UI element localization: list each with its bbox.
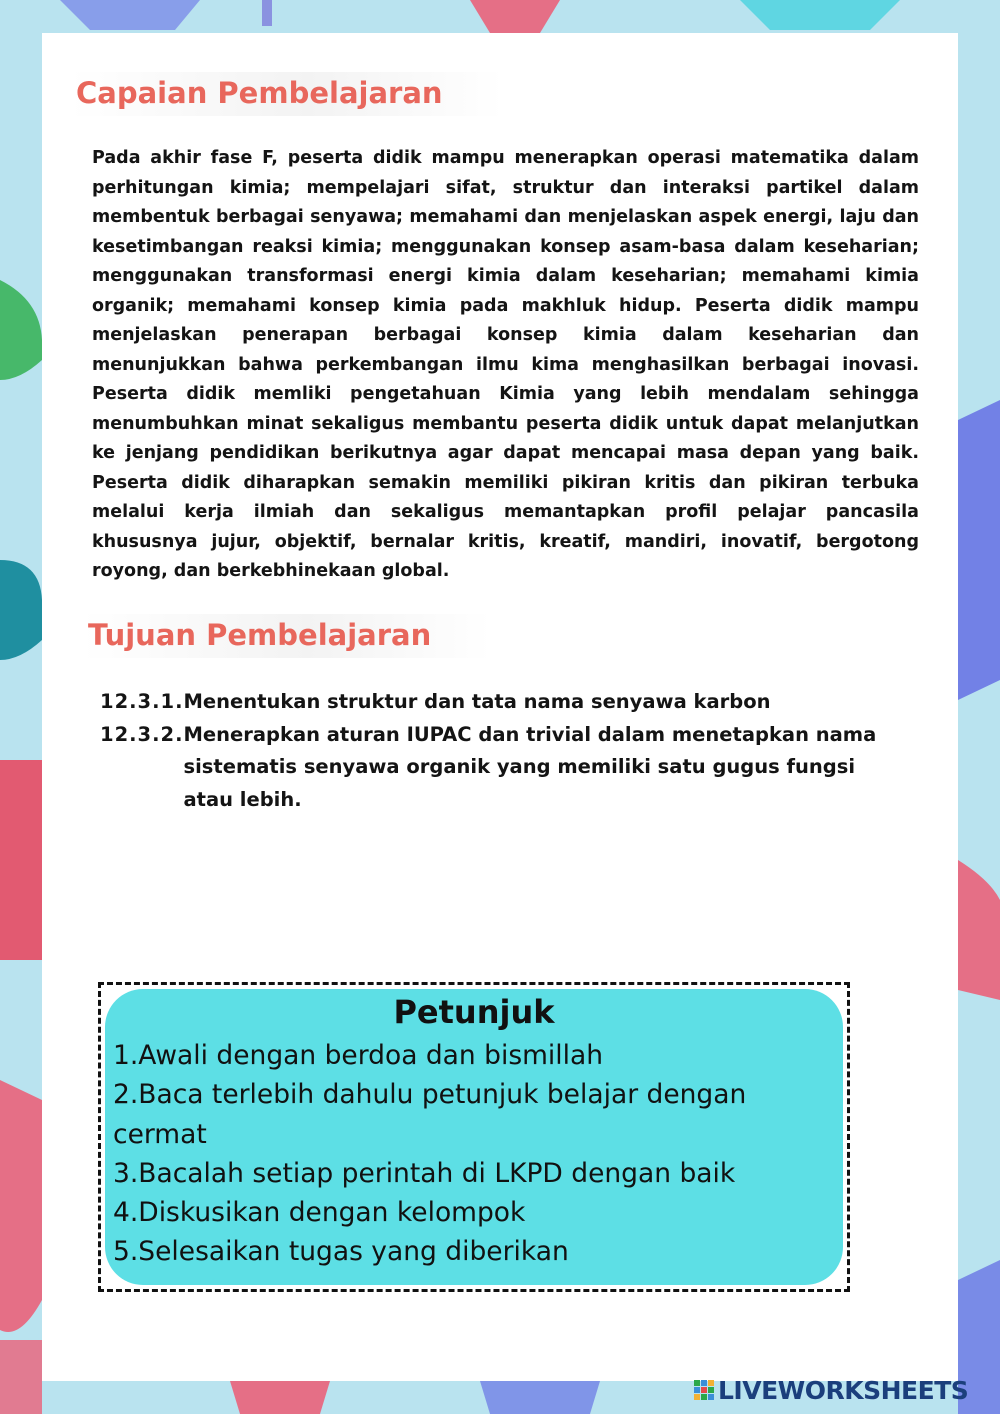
petunjuk-item: 3.Bacalah setiap perintah di LKPD dengan baik [113,1157,736,1189]
petunjuk-title: Petunjuk [393,993,555,1031]
flask-shape-left-green [0,280,42,380]
tujuan-item-number: 12.3.2. [100,722,184,746]
flask-shape-right-pink [958,860,1000,1000]
tujuan-item-text: Menentukan struktur dan tata nama senyawa karbon [183,690,771,713]
tujuan-heading: Tujuan Pembelajaran [82,614,491,658]
flask-shape-top-right [740,0,900,30]
petunjuk-item: 4.Diskusikan dengan kelompok [113,1197,526,1229]
tube-shape-left-red [0,760,42,960]
petunjuk-list [113,1036,843,1272]
liveworksheets-logo-icon [694,1380,714,1400]
flask-shape-bottom-right [480,1381,600,1414]
tujuan-item-text: Menerapkan aturan IUPAC dan trivial dalam menetapkan nama sistematis senyawa organik yang memiliki satu gugus fungsi atau lebih. [183,722,877,811]
tujuan-item [100,719,910,817]
liveworksheets-logo[interactable] [694,1376,968,1404]
petunjuk-background [105,989,843,1285]
flask-shape-top-mid [470,0,560,33]
petunjuk-item: 2.Baca terlebih dahulu petunjuk belajar dengan cermat [113,1079,747,1150]
liveworksheets-logo-text: LIVEWORKSHEETS [718,1375,969,1405]
tujuan-item-number: 12.3.1. [100,690,184,713]
tujuan-list [100,686,910,816]
petunjuk-item: 1.Awali dengan berdoa dan bismillah [113,1040,604,1071]
tujuan-item [100,686,910,719]
flask-shape-left-teal [0,560,42,660]
flask-shape-right-blue [958,400,1000,700]
flask-shape-top-left [60,0,200,30]
capaian-paragraph: Pada akhir fase F, peserta didik mampu menerapkan operasi matematika dalam perhitungan kimia; mempelajari sifat, struktur dan interaksi partikel dalam membentuk berbagai senyawa; memahami dan menjelaskan aspek energi, laju dan kesetimbangan reaksi kimia; menggunakan konsep asam-basa dalam keseharian; menggunakan transformasi energi kimia dalam keseharian; memahami kimia organik; memahami konsep kimia pada makhluk hidup. Peserta didik mampu menjelaskan penerapan berbagai konsep kimia dalam keseharian dan menunjukkan bahwa perkembangan ilmu kima menghasilkan berbagai inovasi. Peserta didik memliki pengetahuan Kimia yang lebih mendalam sehingga menumbuhkan minat sekaligus membantu peserta didik untuk dapat melanjutkan ke jenjang pendidikan berikutnya agar dapat mencapai masa depan yang baik. Peserta didik diharapkan semakin memiliki pikiran kritis dan pikiran terbuka melalui kerja ilmiah dan sekaligus memantapkan profil pelajar pancasila khususnya jujur, objektif, bernalar kritis, kreatif, mandiri, inovatif, bergotong royong, dan berkebhinekaan global. [92,148,919,581]
petunjuk-item: 5.Selesaikan tugas yang diberikan [113,1236,569,1268]
flask-shape-bottom-mid [230,1381,330,1414]
flask-shape-left-red-low [0,1080,42,1332]
flask-shape-left-bottom [0,1340,42,1414]
tube-shape-top [262,0,272,26]
petunjuk-box [98,982,850,1292]
capaian-heading: Capaian Pembelajaran [70,72,503,116]
